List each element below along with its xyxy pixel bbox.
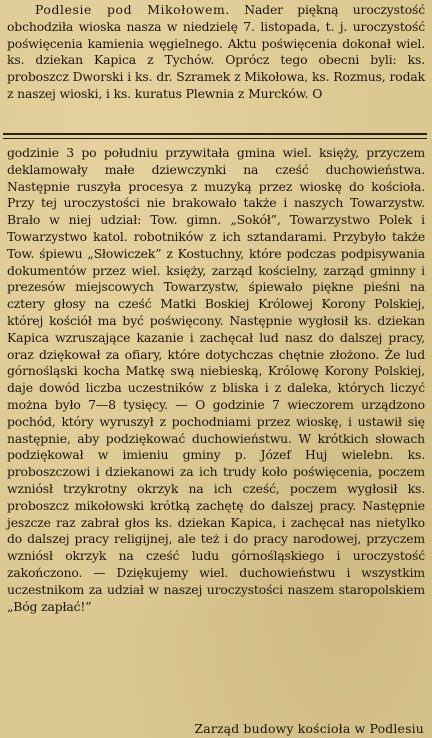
- article-signature: Zarząd budowy kościoła w Podlesiu: [194, 721, 424, 736]
- article-continuation-text: godzinie 3 po południu przywitała gmina wiel. księży, przyczem deklamowały małe dziewczynki na cześć duchowieństwa. Następnie ruszyła procesya z muzyką przez wioskę do kościoła. Przy tej uroczystości nie brakowało także i naszych Towarzystw. Brało w niej udział: Tow. gimn. „Sokół”, Towarzystwo Polek i Towarzystwo katol. robotników z ich sztandarami. Przybyło także Tow. śpiewu „Słowiczek” z Kostuchny, które podczas podpisywania dokumentów przez wiel. księży, zarząd kościelny, zarząd gminny i prezesów miejscowych Towarzystw, śpiewało piękne pieśni na cztery głosy na cześć Matki Boskiej Królowej Korony Polskiej, której kościół ma być poświęcony. Następnie wygłosił ks. dziekan Kapica wzruszające kazanie i zachęcał lud nasz do dalszej pracy, oraz dziękował za ofiary, które dotychczas chętnie złożono. Że lud górnośląski kocha Matkę swą niebieską, Królowę Korony Polskiej, daje dowód liczba uczestników z bliska i z daleka, których liczyć można było 7—8 tysięcy. — O godzinie 7 wieczorem urządzono pochód, który wyruszył z pochodniami przez wioskę, i ustawił się następnie, aby podziękować duchowieństwu. W krótkich słowach podziękował w imieniu gminy p. Józef Huj wielebn. ks. proboszczowi i dziekanowi za ich trudy koło poświęcenia, poczem wzniósł trzykrotny okrzyk na ich cześć, poczem wygłosił ks. proboszcz mikołowski krótką zachętę do dalszej pracy. Następnie jeszcze raz zabrał głos ks. dziekan Kapica, i zachęcał nas nietylko do dalszej pracy religijnej, ale też i do pracy narodowej, przyczem wzniósł okrzyk na cześć ludu górnośląskiego i uroczystość zakończono. — Dziękujemy wiel. duchowieństwu i wszystkim uczestnikom za udział w naszej uroczystości naszem staropolskiem „Bóg zapłać!”: [7, 145, 425, 614]
- article-lead-text: Nader piękną uroczystość obchodziła wioska nasza w niedzielę 7. listopada, t. j. uroczystość poświęcenia kamienia węgielnego. Aktu poświęcenia dokonał wiel. ks. dziekan Kapica z Tychów. Oprócz tego obecni byli: ks. proboszcz Dworski i ks. dr. Szramek z Mikołowa, ks. Rozmus, rodak z naszej wioski, i ks. kuratus Plewnia z Murcków. O: [7, 2, 425, 101]
- article-lead-paragraph: [7, 2, 425, 103]
- article-lead-block: [7, 2, 425, 103]
- column-divider-rule: [3, 133, 427, 139]
- article-place-heading: Podlesie pod Mikołowem.: [35, 2, 230, 17]
- article-continuation-block: [7, 145, 425, 615]
